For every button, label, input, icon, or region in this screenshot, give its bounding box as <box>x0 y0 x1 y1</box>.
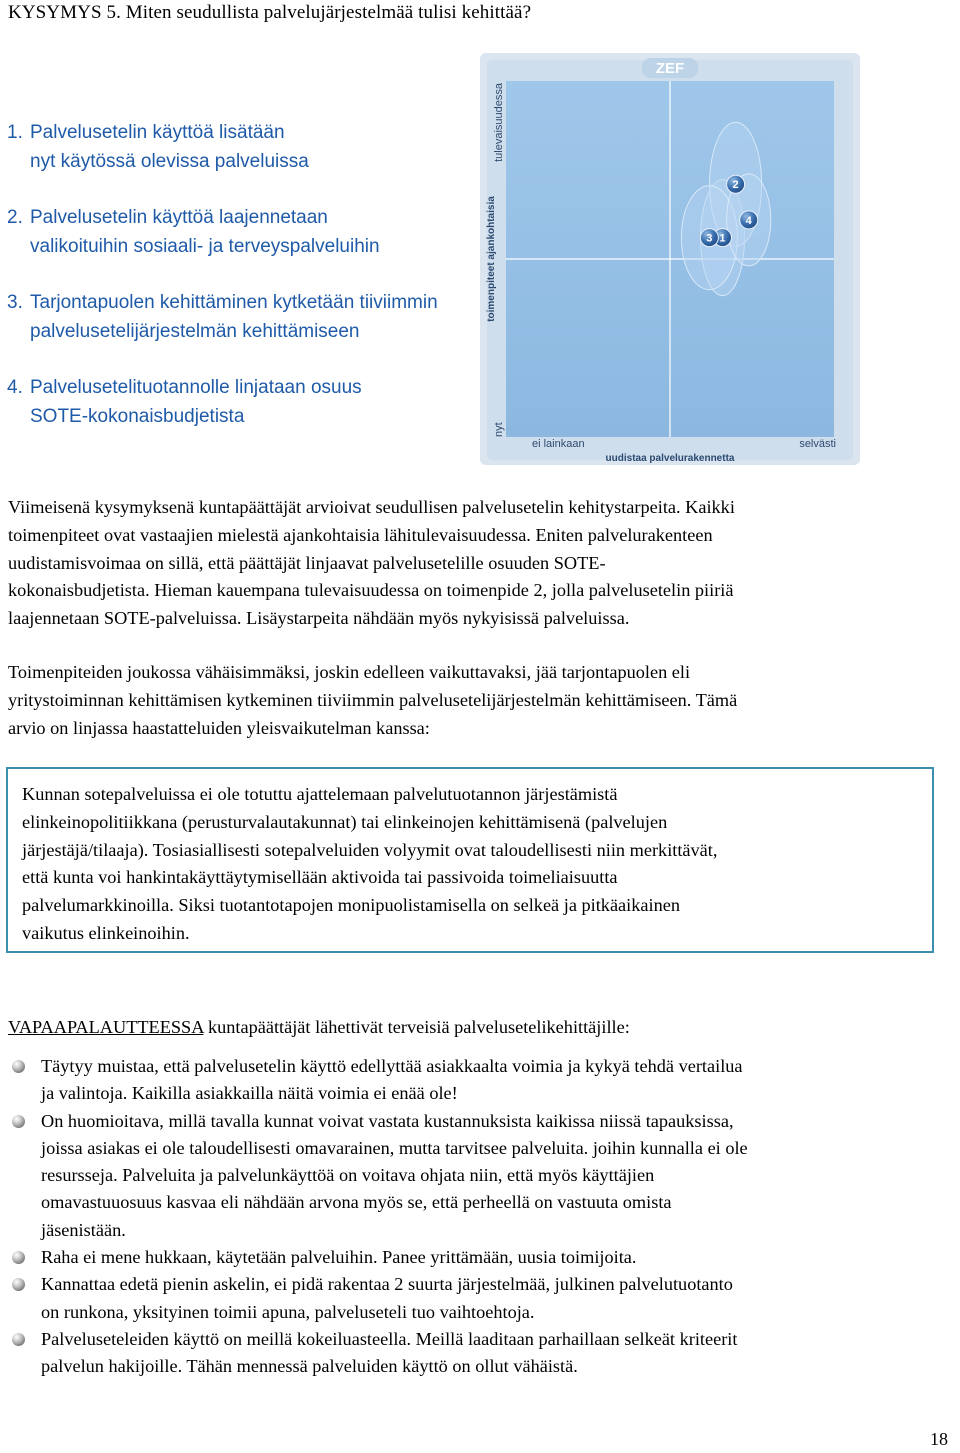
measure-item-2 <box>7 203 480 261</box>
quote-line: palvelumarkkinoilla. Siksi tuotantotapojen monipuolistamisella on selkeä ja pitkäaikainen <box>22 895 680 916</box>
quote-line: Kunnan sotepalveluissa ei ole totuttu ajattelemaan palvelutuotannon järjestämistä <box>22 784 618 804</box>
bullet-item <box>8 1244 958 1271</box>
feedback-bullets <box>8 1053 958 1381</box>
bullet-item <box>8 1053 958 1108</box>
paragraph-line: uudistamisvoimaa on sillä, että päättäjät linjaavat palvelusetelille osuuden SOTE- <box>8 552 606 573</box>
measure-item-4 <box>7 373 480 431</box>
measure-number: 2. <box>7 207 23 228</box>
paragraph-line: kokonaisbudjetista. Hieman kauempana tulevaisuudessa on toimenpide 2, jolla palvelusetelin piiriä <box>8 580 734 601</box>
paragraph-2 <box>8 659 953 742</box>
point-2-label: 2 <box>732 179 739 192</box>
measure-item-1 <box>7 118 480 176</box>
feedback-title: VAPAAPALAUTTEESSA <box>8 1017 204 1037</box>
zef-chart <box>480 53 860 465</box>
paragraph-line: yritystoiminnan kehittämisen kytkeminen tiiviimmin palvelusetelijärjestelmän kehittämiseen. Tämä <box>8 689 738 710</box>
bullet-item <box>8 1271 958 1326</box>
feedback-intro <box>8 1013 630 1041</box>
point-3-label: 3 <box>706 232 713 245</box>
measure-line: Palvelusetelin käyttöä lisätään <box>30 122 285 143</box>
bullet-line: omavastuuosuus kasvaa eli nähdään arvona myös se, että perheellä on vastuuta omista <box>41 1192 672 1213</box>
quote-line: että kunta voi hankintakäyttäytymisellään aktivoida tai passivoida toimeliaisuutta <box>22 867 618 888</box>
y-axis-label: toimenpiteet ajankohtaisia <box>486 196 497 322</box>
bullet-item <box>8 1108 958 1244</box>
bullet-item <box>8 1326 958 1381</box>
bullet-line: Palveluseteleiden käyttö on meillä kokeiluasteella. Meillä laaditaan parhaillaan selkeät kriteerit <box>41 1328 738 1349</box>
measure-number: 4. <box>7 377 23 398</box>
bullet-ball-icon <box>12 1060 25 1073</box>
bullet-ball-icon <box>12 1115 25 1128</box>
quote-line: järjestäjä/tilaaja). Tosiasiallisesti sotepalveluiden volyymit ovat taloudellisesti niin merkittävät, <box>22 839 718 860</box>
x-axis-label: uudistaa palvelurakennetta <box>605 453 735 464</box>
interview-quote-box <box>6 767 934 953</box>
measure-item-3 <box>7 288 480 346</box>
paragraph-line: laajennetaan SOTE-palveluissa. Lisäystarpeita nähdään myös nykyisissä palveluissa. <box>8 608 630 629</box>
paragraph-line: toimenpiteet ovat vastaajien mielestä ajankohtaisia lähitulevaisuudessa. Eniten palvelurakenteen <box>8 524 713 545</box>
paragraph-line: Viimeisenä kysymyksenä kuntapäättäjät arvioivat seudullisen palvelusetelin kehitystarpeita. Kaikki <box>8 497 735 517</box>
interview-quote <box>22 781 922 948</box>
y-max-label: tulevaisuudessa <box>493 83 505 162</box>
bullet-ball-icon <box>12 1278 25 1291</box>
bullet-line: ja valintoja. Kaikilla asiakkailla näitä voimia ei enää ole! <box>41 1083 458 1104</box>
measure-line: palvelusetelijärjestelmän kehittämiseen <box>30 321 360 342</box>
bullet-line: On huomioitava, millä tavalla kunnat voivat vastata kustannuksista kaikissa niissä tapauksissa, <box>41 1110 734 1131</box>
measure-line: nyt käytössä olevissa palveluissa <box>30 151 309 172</box>
page-heading: KYSYMYS 5. Miten seudullista palvelujärjestelmää tulisi kehittää? <box>8 2 532 23</box>
zef-chart-svg <box>480 53 860 465</box>
x-min-label: ei lainkaan <box>532 438 585 450</box>
measure-number: 3. <box>7 292 23 313</box>
quote-line: vaikutus elinkeinoihin. <box>22 922 190 943</box>
bullet-line: joissa asiakas ei ole taloudellisesti omavarainen, mutta tarvitsee palveluita. joihin kunnalla ei ole <box>41 1137 748 1158</box>
measure-line: valikoituihin sosiaali- ja terveyspalveluihin <box>30 236 380 257</box>
bullet-ball-icon <box>12 1251 25 1264</box>
paragraph-1 <box>8 494 953 633</box>
point-1-label: 1 <box>719 232 726 245</box>
feedback-intro-text: kuntapäättäjät lähettivät terveisiä palvelusetelikehittäjille: <box>203 1017 630 1037</box>
bullet-line: Täytyy muistaa, että palvelusetelin käyttö edellyttää asiakkaalta voimia ja kykyä tehdä vertailua <box>41 1056 743 1076</box>
page-number: 18 <box>930 1429 948 1449</box>
measure-line: Palvelusetelituotannolle linjataan osuus <box>30 377 362 398</box>
zef-logo-text: ZEF <box>655 60 685 77</box>
point-4-label: 4 <box>745 214 752 227</box>
bullet-line: on runkona, yksityinen toimii apuna, palveluseteli tuo vaihtoehtoja. <box>41 1301 535 1322</box>
bullet-line: jäsenistään. <box>41 1219 126 1240</box>
bullet-line: Kannattaa edetä pienin askelin, ei pidä rakentaa 2 suurta järjestelmää, julkinen palvelutuotanto <box>41 1274 733 1295</box>
measures-list <box>7 118 480 458</box>
bullet-ball-icon <box>12 1333 25 1346</box>
quote-line: elinkeinopolitiikkana (perusturvalautakunnat) tai elinkeinojen kehittämisenä (palvelujen <box>22 811 668 832</box>
bullet-line: resursseja. Palveluita ja palvelunkäyttöä on voitava ohjata niin, että myös käyttäjien <box>41 1165 655 1186</box>
measure-line: Tarjontapuolen kehittäminen kytketään tiiviimmin <box>30 292 438 313</box>
y-min-label: nyt <box>493 422 505 437</box>
measure-line: Palvelusetelin käyttöä laajennetaan <box>30 207 328 228</box>
paragraph-line: arvio on linjassa haastatteluiden yleisvaikutelman kanssa: <box>8 717 430 738</box>
x-max-label: selvästi <box>799 438 836 450</box>
bullet-line: Raha ei mene hukkaan, käytetään palveluihin. Panee yrittämään, uusia toimijoita. <box>41 1247 637 1268</box>
paragraph-line: Toimenpiteiden joukossa vähäisimmäksi, joskin edelleen vaikuttavaksi, jää tarjontapuolen eli <box>8 662 691 682</box>
bullet-line: palvelun hakijoille. Tähän mennessä palveluiden käyttö on ollut vähäistä. <box>41 1356 578 1377</box>
measure-number: 1. <box>7 122 23 143</box>
measure-line: SOTE-kokonaisbudjetista <box>30 406 245 427</box>
